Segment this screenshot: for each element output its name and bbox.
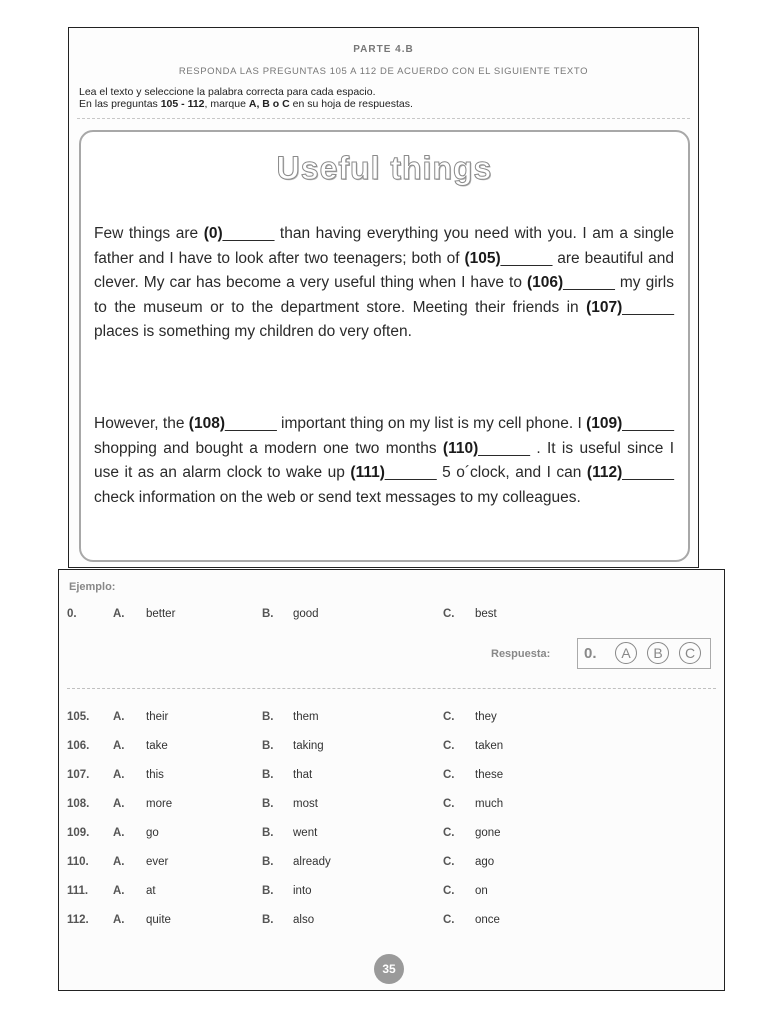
option-letter-b: B. xyxy=(262,856,274,868)
option-b: into xyxy=(293,885,312,897)
question-row xyxy=(59,885,726,905)
p2-seg: ______ important thing on my list is my cell phone. I xyxy=(224,415,587,432)
example-row xyxy=(59,608,726,628)
question-number: 107. xyxy=(67,769,90,781)
instruction-2-mid: , marque xyxy=(204,98,249,110)
option-letter-c: C. xyxy=(443,608,455,620)
option-a: quite xyxy=(146,914,171,926)
example-label: Ejemplo: xyxy=(69,581,116,593)
option-c: they xyxy=(475,711,497,723)
question-number: 105. xyxy=(67,711,90,723)
p1-seg: ______ my girls to the museum or to the department store. Meeting their friends in xyxy=(94,274,674,316)
p1-seg: ______ places is something my children do very often. xyxy=(94,298,674,340)
instruction-line-2 xyxy=(79,98,413,110)
option-letter-c: C. xyxy=(443,711,455,723)
option-c: these xyxy=(475,769,504,781)
example-number: 0. xyxy=(67,608,77,620)
option-c: much xyxy=(475,798,504,810)
option-letter-b: B. xyxy=(262,885,274,897)
text-frame xyxy=(79,130,690,562)
option-letter-b: B. xyxy=(262,827,274,839)
question-row xyxy=(59,769,726,789)
paragraph-2 xyxy=(94,412,674,510)
option-letter-a: A. xyxy=(113,856,125,868)
option-letter-b: B. xyxy=(262,711,274,723)
p1-seg: ______ are beautiful and clever. My car has become a very useful thing when I have to xyxy=(94,249,674,291)
option-a: this xyxy=(146,769,164,781)
option-a: at xyxy=(146,885,156,897)
question-row xyxy=(59,740,726,760)
divider xyxy=(77,118,690,119)
option-c: gone xyxy=(475,827,501,839)
p1-seg: Few things are xyxy=(94,225,204,242)
answer-label: Respuesta: xyxy=(491,648,551,660)
option-letter-c: C. xyxy=(443,769,455,781)
option-c: once xyxy=(475,914,500,926)
option-c: taken xyxy=(475,740,504,752)
option-a: more xyxy=(146,798,173,810)
option-letter-a: A. xyxy=(113,798,125,810)
question-row xyxy=(59,827,726,847)
gap-108: (108) xyxy=(188,415,225,432)
gap-109: (109) xyxy=(586,415,623,432)
option-letter-b: B. xyxy=(262,914,274,926)
question-number: 108. xyxy=(67,798,90,810)
gap-112: (112) xyxy=(586,464,623,481)
answer-example-box xyxy=(577,638,711,669)
option-letter-a: A. xyxy=(113,885,125,897)
option-b: them xyxy=(293,711,319,723)
option-b: taking xyxy=(293,740,324,752)
option-b: already xyxy=(293,856,331,868)
option-a: their xyxy=(146,711,169,723)
option-letter-a: A. xyxy=(113,711,125,723)
option-a: ever xyxy=(146,856,169,868)
option-c: on xyxy=(475,885,488,897)
question-number: 109. xyxy=(67,827,90,839)
answer-circle-b: B xyxy=(647,642,669,664)
instruction-2-post: en su hoja de respuestas. xyxy=(289,98,413,110)
reading-text-panel xyxy=(68,27,699,568)
text-heading: Useful things xyxy=(276,150,493,186)
instruction-line-1: Lea el texto y seleccione la palabra correcta para cada espacio. xyxy=(79,86,376,98)
option-letter-b: B. xyxy=(262,798,274,810)
divider xyxy=(67,688,716,689)
question-row xyxy=(59,856,726,876)
p2-seg: ______ check information on the web or send text messages to my colleagues. xyxy=(94,464,674,506)
question-number: 111. xyxy=(67,885,89,897)
option-letter-c: C. xyxy=(443,827,455,839)
option-letter-c: C. xyxy=(443,885,455,897)
question-row xyxy=(59,914,726,934)
option-a: go xyxy=(146,827,159,839)
instruction-title: RESPONDA LAS PREGUNTAS 105 A 112 DE ACUERDO CON EL SIGUIENTE TEXTO xyxy=(178,66,589,77)
question-row xyxy=(59,711,726,731)
option-letter-a: A. xyxy=(113,740,125,752)
p1-seg: ______ than having everything you need with you. I am a single father and I have to look after two teenagers; both of xyxy=(94,225,674,267)
option-letter-b: B. xyxy=(262,740,274,752)
option-b: also xyxy=(293,914,315,926)
page-number: 35 xyxy=(374,954,404,984)
paragraph-1 xyxy=(94,222,674,345)
option-letter-c: C. xyxy=(443,914,455,926)
p2-seg: However, the xyxy=(94,415,189,432)
example-option-c: best xyxy=(475,608,497,620)
instruction-2-options: A, B o C xyxy=(248,98,290,110)
option-b: most xyxy=(293,798,318,810)
question-row xyxy=(59,798,726,818)
option-letter-a: A. xyxy=(113,608,125,620)
option-letter-a: A. xyxy=(113,914,125,926)
option-b: that xyxy=(293,769,313,781)
p2-seg: ______ shopping and bought a modern one two months xyxy=(94,415,674,457)
answer-circle-c: C xyxy=(679,642,701,664)
answer-circle-a: A xyxy=(615,642,637,664)
option-letter-c: C. xyxy=(443,856,455,868)
instruction-2-range: 105 - 112 xyxy=(160,98,205,110)
p2-seg: ______ . It is useful since I use it as an alarm clock to wake up xyxy=(94,439,675,481)
option-letter-a: A. xyxy=(113,827,125,839)
question-number: 106. xyxy=(67,740,90,752)
gap-111: (111) xyxy=(350,464,385,481)
gap-0: (0) xyxy=(203,225,223,242)
question-number: 110. xyxy=(67,856,89,868)
example-option-b: good xyxy=(293,608,319,620)
gap-106: (106) xyxy=(526,274,564,291)
section-title: PARTE 4.B xyxy=(353,44,414,55)
question-number: 112. xyxy=(67,914,89,926)
p2-seg: ______ 5 o´clock, and I can xyxy=(384,464,587,481)
instruction-2-pre: En las preguntas xyxy=(79,98,161,110)
answer-options-panel xyxy=(58,569,725,991)
option-c: ago xyxy=(475,856,495,868)
answer-number: 0. xyxy=(584,645,597,662)
option-letter-b: B. xyxy=(262,608,274,620)
gap-105: (105) xyxy=(464,249,501,267)
option-letter-c: C. xyxy=(443,740,455,752)
option-b: went xyxy=(293,827,318,839)
gap-110: (110) xyxy=(442,439,479,457)
example-option-a: better xyxy=(146,608,176,620)
option-a: take xyxy=(146,740,168,752)
gap-107: (107) xyxy=(586,298,623,316)
option-letter-a: A. xyxy=(113,769,125,781)
option-letter-c: C. xyxy=(443,798,455,810)
option-letter-b: B. xyxy=(262,769,274,781)
